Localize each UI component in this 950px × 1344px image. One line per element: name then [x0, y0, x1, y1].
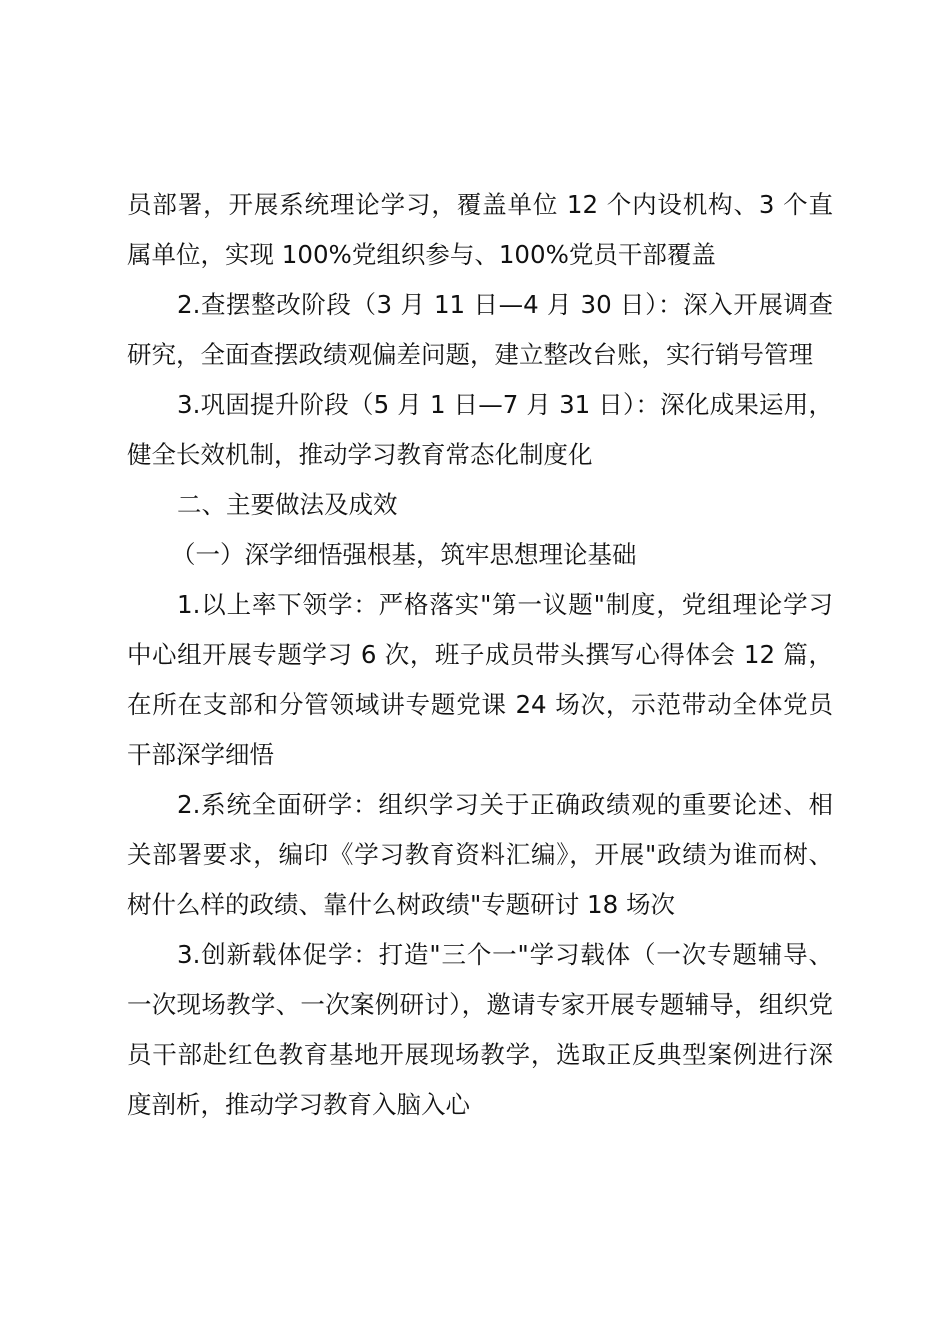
paragraph-systematic-study: 2.系统全面研学：组织学习关于正确政绩观的重要论述、相关部署要求，编印《学习教育资料汇编》，开展"政绩为谁而树、树什么样的政绩、靠什么树政绩"专题研讨 18 场次	[127, 790, 833, 919]
paragraph-phase1-continuation: 员部署，开展系统理论学习，覆盖单位 12 个内设机构、3 个直属单位，实现 100%党组织参与、100%党员干部覆盖	[127, 190, 833, 269]
subsection-heading-deep-study: （一）深学细悟强根基，筑牢思想理论基础	[171, 540, 637, 569]
section-heading-main-practices: 二、主要做法及成效	[177, 490, 398, 519]
paragraph-phase3-consolidation: 3.巩固提升阶段（5 月 1 日—7 月 31 日）：深化成果运用，健全长效机制，推动学习教育常态化制度化	[127, 390, 833, 469]
paragraph-leading-study: 1.以上率下领学：严格落实"第一议题"制度，党组理论学习中心组开展专题学习 6 次，班子成员带头撰写心得体会 12 篇，在所在支部和分管领域讲专题党课 24 场次，示范带动全体党员干部深学细悟	[127, 590, 833, 769]
paragraph-phase2-rectification: 2.查摆整改阶段（3 月 11 日—4 月 30 日）：深入开展调查研究，全面查摆政绩观偏差问题，建立整改台账，实行销号管理	[127, 290, 833, 369]
paragraph-innovative-study: 3.创新载体促学：打造"三个一"学习载体（一次专题辅导、一次现场教学、一次案例研讨），邀请专家开展专题辅导，组织党员干部赴红色教育基地开展现场教学，选取正反典型案例进行深度剖析，推动学习教育入脑入心	[127, 940, 833, 1119]
document-page	[127, 180, 833, 1130]
